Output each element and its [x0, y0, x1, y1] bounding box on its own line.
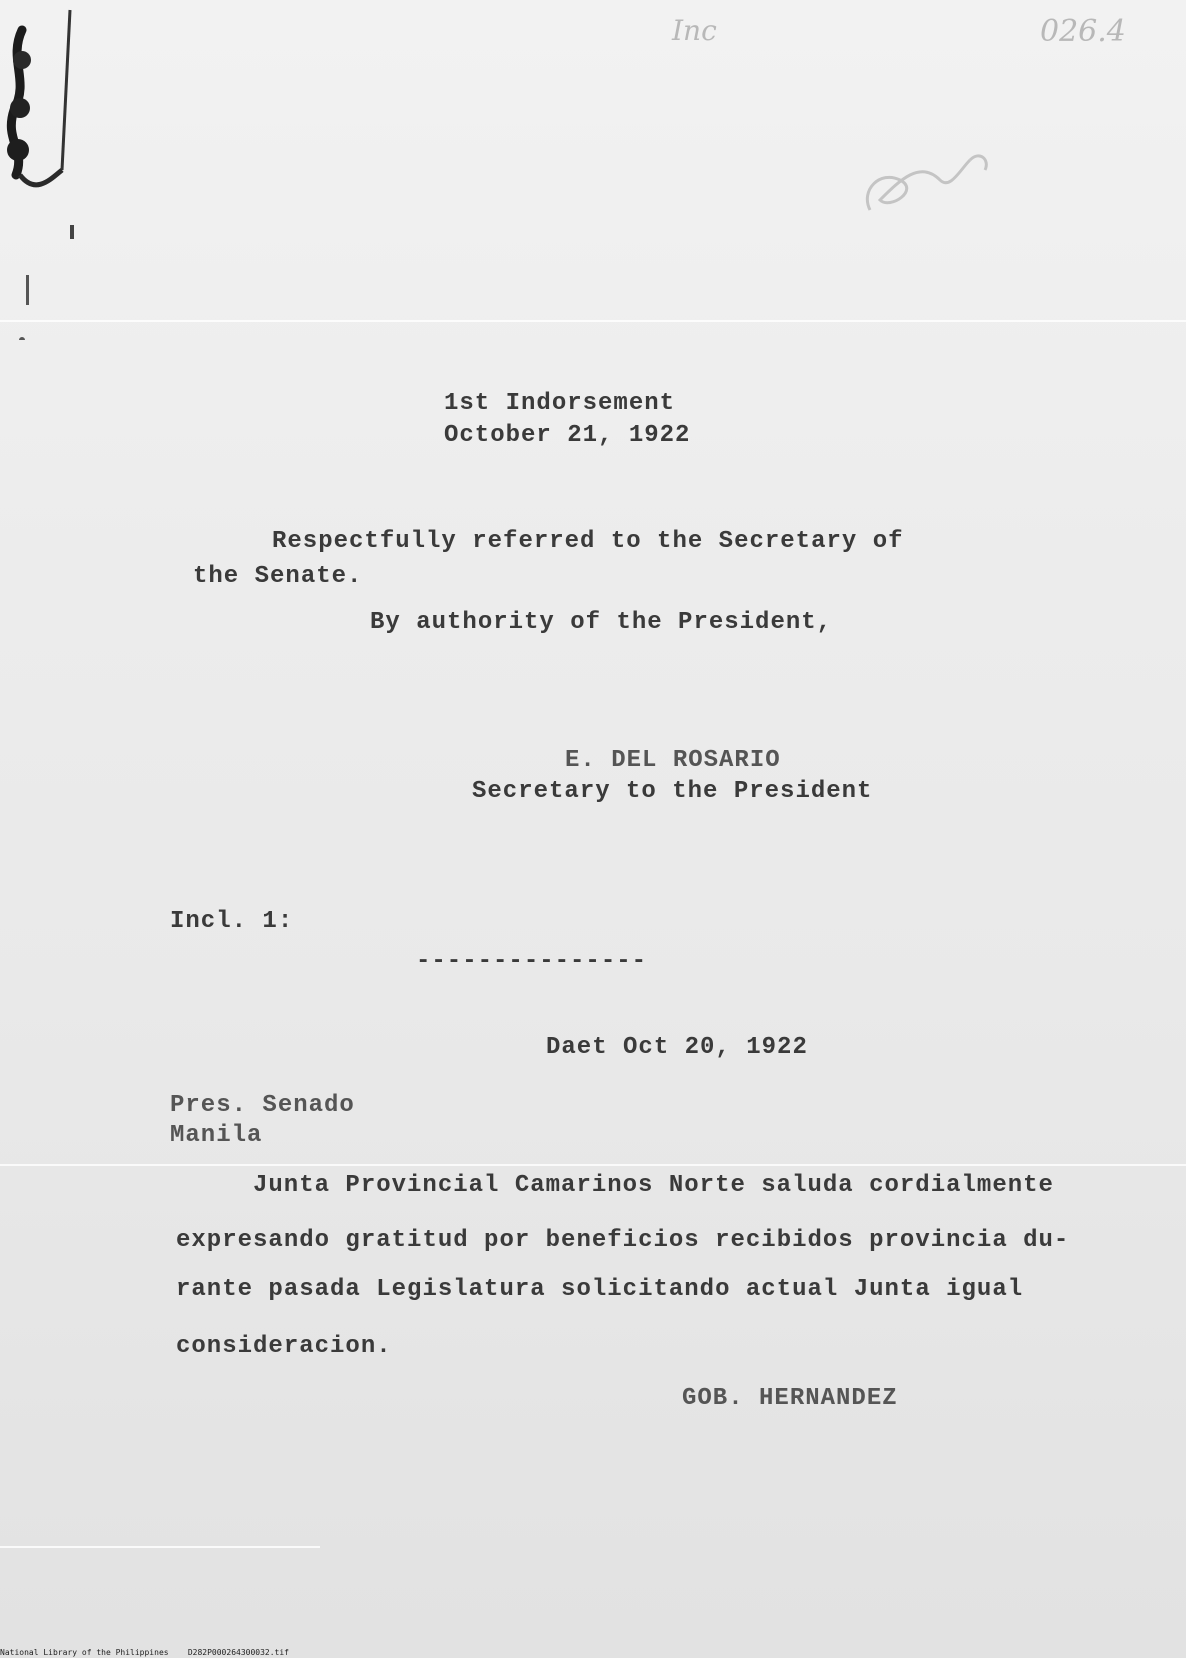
referral-text-line2: the Senate.	[193, 563, 363, 590]
telegram-date: Daet Oct 20, 1922	[546, 1034, 808, 1061]
fold-line	[0, 1164, 1186, 1166]
signatory-title: Secretary to the President	[472, 778, 873, 805]
handwritten-initial	[850, 130, 1010, 230]
referral-text-line1: Respectfully referred to the Secretary of	[272, 528, 904, 555]
fold-line	[0, 320, 1186, 322]
handwritten-file-number: 026.4	[1040, 14, 1126, 49]
signatory-name: E. DEL ROSARIO	[565, 747, 781, 774]
handwritten-note: Inc	[672, 14, 717, 47]
telegram-addressee: Pres. Senado	[170, 1092, 355, 1119]
telegram-signer: GOB. HERNANDEZ	[682, 1385, 898, 1412]
telegram-body-line2: expresando gratitud por beneficios recibidos provincia du-	[176, 1227, 1070, 1254]
telegram-body-line1: Junta Provincial Camarinos Norte saluda cordialmente	[253, 1172, 1054, 1199]
separator-line: ---------------	[416, 948, 648, 975]
authority-line: By authority of the President,	[370, 609, 833, 636]
inclosure-label: Incl. 1:	[170, 908, 294, 935]
archive-footer: National Library of the Philippines D282P000264300032.tif	[0, 1648, 289, 1657]
fold-line	[0, 1546, 320, 1548]
indorsement-date: October 21, 1922	[444, 422, 691, 449]
binding-marks	[0, 0, 120, 340]
telegram-body-line4: consideracion.	[176, 1333, 392, 1360]
indorsement-title: 1st Indorsement	[444, 390, 676, 417]
telegram-body-line3: rante pasada Legislatura solicitando actual Junta igual	[176, 1276, 1024, 1303]
telegram-city: Manila	[170, 1122, 263, 1149]
